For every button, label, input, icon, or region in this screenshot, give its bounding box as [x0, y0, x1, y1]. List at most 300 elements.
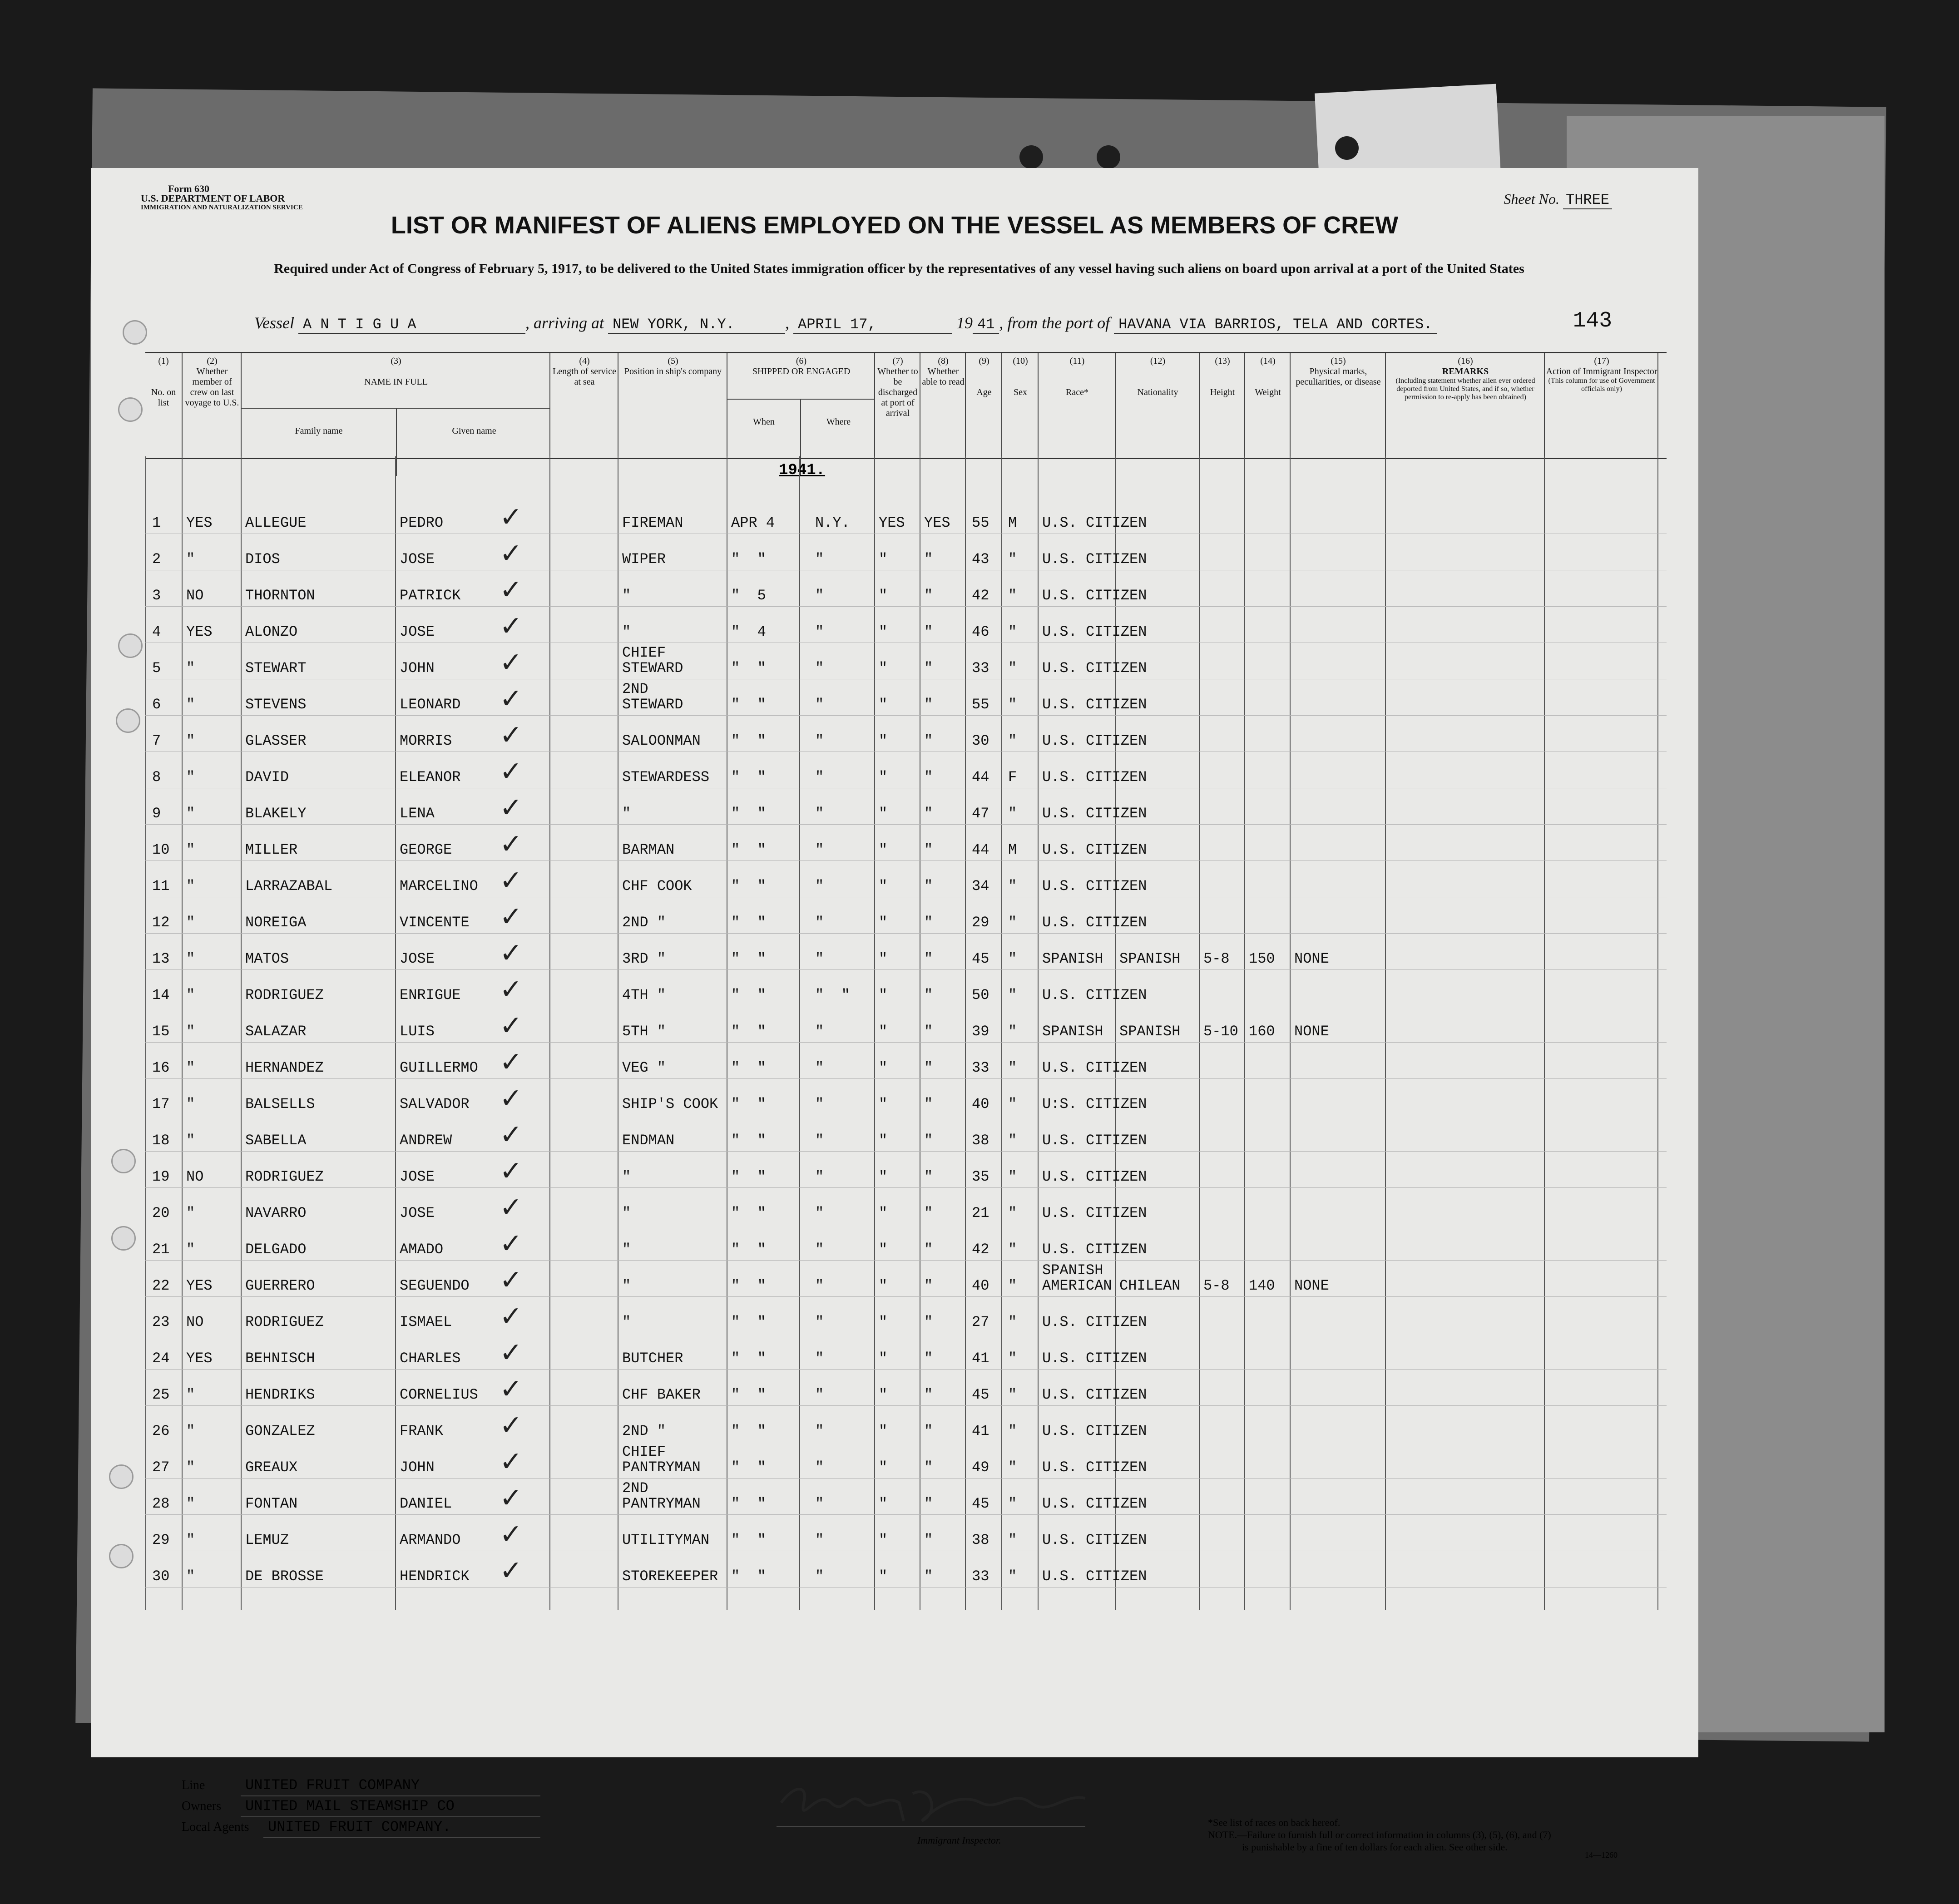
given-name-cell: ANDREW: [400, 1132, 452, 1149]
race-cell: U:S. CITIZEN: [1042, 1096, 1147, 1113]
row-number-cell: 30: [152, 1568, 170, 1585]
shipped-when-cell: " ": [731, 841, 766, 858]
shipped-when-cell: " ": [731, 1059, 766, 1076]
discharged-cell: ": [879, 805, 888, 822]
table-row: [145, 1187, 1667, 1224]
check-mark-icon: ✓: [500, 756, 523, 787]
given-name-cell: ELEANOR: [400, 769, 461, 786]
family-name-cell: BEHNISCH: [245, 1350, 315, 1367]
race-cell: SPANISH AMERICAN: [1042, 1262, 1112, 1294]
col-header-12: (12) Nationality: [1115, 353, 1200, 458]
sex-cell: ": [1008, 1350, 1017, 1367]
family-name-cell: BLAKELY: [245, 805, 307, 822]
given-name-cell: LUIS: [400, 1023, 435, 1040]
shipped-when-cell: " ": [731, 1132, 766, 1149]
age-cell: 30: [972, 732, 989, 749]
shipped-when-cell: " ": [731, 1568, 766, 1585]
family-name-cell: RODRIGUEZ: [245, 1314, 324, 1330]
discharged-cell: ": [879, 1568, 888, 1585]
col-header-17: (17) Action of Immigrant Inspector (This column for use of Government officials only): [1544, 353, 1658, 458]
row-number-cell: 26: [152, 1423, 170, 1439]
able-to-read-cell: ": [924, 623, 933, 640]
previous-voyage-cell: ": [186, 1205, 195, 1222]
col-header-14: (14) Weight: [1244, 353, 1291, 458]
check-mark-icon: ✓: [500, 974, 523, 1005]
family-name-cell: THORNTON: [245, 587, 315, 604]
check-mark-icon: ✓: [500, 1264, 523, 1296]
check-mark-icon: ✓: [500, 937, 523, 969]
age-cell: 45: [972, 1495, 989, 1512]
race-cell: U.S. CITIZEN: [1042, 841, 1147, 858]
shipped-when-cell: " 5: [731, 587, 766, 604]
family-name-cell: NAVARRO: [245, 1205, 307, 1222]
family-name-header: Family name: [295, 426, 343, 436]
position-cell: ": [622, 1314, 631, 1330]
discharged-cell: ": [879, 1386, 888, 1403]
sex-cell: ": [1008, 623, 1017, 640]
col-header-15: (15) Physical marks, peculiarities, or disease: [1290, 353, 1386, 458]
table-row: [145, 1296, 1667, 1333]
given-name-cell: CHARLES: [400, 1350, 461, 1367]
footer-fields: [182, 1775, 540, 1838]
race-cell: U.S. CITIZEN: [1042, 914, 1147, 931]
given-name-cell: LEONARD: [400, 696, 461, 713]
sheet-value: THREE: [1563, 192, 1612, 209]
table-row: [145, 1224, 1667, 1261]
age-cell: 41: [972, 1350, 989, 1367]
able-to-read-cell: ": [924, 914, 933, 931]
agents-label: Local Agents: [182, 1820, 249, 1834]
position-cell: ENDMAN: [622, 1132, 675, 1149]
family-name-cell: LEMUZ: [245, 1532, 289, 1548]
table-row: [145, 1042, 1667, 1079]
sex-cell: ": [1008, 1059, 1017, 1076]
sex-cell: ": [1008, 878, 1017, 895]
discharged-cell: ": [879, 1277, 888, 1294]
previous-voyage-cell: ": [186, 1023, 195, 1040]
table-row: [145, 497, 1667, 534]
discharged-cell: ": [879, 1350, 888, 1367]
weight-cell: 140: [1249, 1277, 1275, 1294]
position-cell: WIPER: [622, 551, 666, 568]
row-number-cell: 10: [152, 841, 170, 858]
family-name-cell: BALSELLS: [245, 1096, 315, 1113]
shipped-where-cell: ": [815, 1495, 824, 1512]
sex-cell: ": [1008, 1386, 1017, 1403]
row-number-cell: 8: [152, 769, 161, 786]
age-cell: 43: [972, 551, 989, 568]
table-row: [145, 606, 1667, 643]
form-header: [141, 184, 303, 213]
race-cell: U.S. CITIZEN: [1042, 1459, 1147, 1476]
family-name-cell: GREAUX: [245, 1459, 298, 1476]
age-cell: 50: [972, 987, 989, 1004]
binder-ring: [111, 1226, 136, 1251]
discharged-cell: ": [879, 1205, 888, 1222]
departure-port: HAVANA VIA BARRIOS, TELA AND CORTES.: [1114, 316, 1437, 334]
able-to-read-cell: ": [924, 841, 933, 858]
table-row: [145, 1442, 1667, 1479]
row-number-cell: 1: [152, 514, 161, 531]
position-cell: ": [622, 1168, 631, 1185]
previous-voyage-cell: YES: [186, 623, 213, 640]
col-header-11: (11) Race*: [1038, 353, 1116, 458]
previous-voyage-cell: ": [186, 841, 195, 858]
position-cell: CHF COOK: [622, 878, 692, 895]
col-header-1: (1) No. on list: [151, 356, 176, 408]
check-mark-icon: ✓: [500, 792, 523, 824]
age-cell: 46: [972, 623, 989, 640]
shipped-when-cell: " ": [731, 1459, 766, 1476]
race-cell: U.S. CITIZEN: [1042, 1168, 1147, 1185]
previous-voyage-cell: NO: [186, 1168, 204, 1185]
row-number-cell: 14: [152, 987, 170, 1004]
previous-voyage-cell: ": [186, 696, 195, 713]
discharged-cell: ": [879, 769, 888, 786]
nationality-cell: CHILEAN: [1119, 1277, 1181, 1294]
given-name-cell: JOHN: [400, 660, 435, 677]
row-number-cell: 22: [152, 1277, 170, 1294]
able-to-read-cell: ": [924, 805, 933, 822]
requirement-text: Required under Act of Congress of February 5, 1917, to be delivered to the United States immigration officer by the representatives of any vessel having such aliens on board upon arrival at a port of the United States: [274, 261, 1524, 276]
shipped-where-cell: ": [815, 587, 824, 604]
able-to-read-cell: ": [924, 1459, 933, 1476]
shipped-when-cell: " ": [731, 1423, 766, 1439]
row-number-cell: 21: [152, 1241, 170, 1258]
shipped-when-cell: " ": [731, 1205, 766, 1222]
sex-cell: ": [1008, 1023, 1017, 1040]
shipped-where-cell: ": [815, 1568, 824, 1585]
position-cell: SHIP'S COOK: [622, 1096, 718, 1113]
able-to-read-cell: ": [924, 1241, 933, 1258]
race-cell: U.S. CITIZEN: [1042, 1495, 1147, 1512]
given-name-cell: JOSE: [400, 950, 435, 967]
discharged-cell: ": [879, 987, 888, 1004]
service: IMMIGRATION AND NATURALIZATION SERVICE: [141, 204, 303, 211]
previous-voyage-cell: ": [186, 805, 195, 822]
race-cell: U.S. CITIZEN: [1042, 1314, 1147, 1330]
position-cell: 5TH ": [622, 1023, 666, 1040]
shipped-where-cell: " ": [815, 987, 850, 1004]
sex-cell: ": [1008, 587, 1017, 604]
check-mark-icon: ✓: [500, 1228, 523, 1260]
age-cell: 33: [972, 1059, 989, 1076]
check-mark-icon: ✓: [500, 1083, 523, 1114]
given-name-cell: SALVADOR: [400, 1096, 470, 1113]
previous-voyage-cell: ": [186, 1459, 195, 1476]
check-mark-icon: ✓: [500, 828, 523, 860]
binder-ring: [111, 1149, 136, 1173]
inspector-signature-block: [767, 1775, 1113, 1846]
row-number-cell: 17: [152, 1096, 170, 1113]
shipped-when-cell: " ": [731, 1350, 766, 1367]
sex-cell: ": [1008, 1132, 1017, 1149]
table-row: [145, 1514, 1667, 1551]
table-row: [145, 752, 1667, 788]
row-number-cell: 13: [152, 950, 170, 967]
sex-cell: F: [1008, 769, 1017, 786]
family-name-cell: LARRAZABAL: [245, 878, 333, 895]
family-name-cell: DIOS: [245, 551, 280, 568]
previous-voyage-cell: ": [186, 769, 195, 786]
table-row: [145, 1405, 1667, 1442]
age-cell: 44: [972, 841, 989, 858]
previous-voyage-cell: ": [186, 1568, 195, 1585]
shipped-when-cell: " ": [731, 987, 766, 1004]
check-mark-icon: ✓: [500, 1373, 523, 1405]
race-cell: U.S. CITIZEN: [1042, 623, 1147, 640]
shipped-where-cell: ": [815, 660, 824, 677]
shipped-where-cell: ": [815, 1277, 824, 1294]
discharged-cell: YES: [879, 514, 905, 531]
age-cell: 38: [972, 1532, 989, 1548]
race-cell: U.S. CITIZEN: [1042, 696, 1147, 713]
table-row: [145, 824, 1667, 861]
check-mark-icon: ✓: [500, 574, 523, 606]
sex-cell: ": [1008, 551, 1017, 568]
form-code: 14—1260: [1585, 1850, 1618, 1859]
race-cell: U.S. CITIZEN: [1042, 878, 1147, 895]
position-cell: 3RD ": [622, 950, 666, 967]
shipped-where-cell: ": [815, 950, 824, 967]
previous-voyage-cell: ": [186, 551, 195, 568]
family-name-cell: GLASSER: [245, 732, 307, 749]
given-name-cell: JOSE: [400, 1205, 435, 1222]
discharged-cell: ": [879, 623, 888, 640]
shipped-when-cell: " ": [731, 1495, 766, 1512]
race-cell: U.S. CITIZEN: [1042, 1386, 1147, 1403]
family-name-cell: FONTAN: [245, 1495, 298, 1512]
shipped-when-cell: APR 4: [731, 514, 775, 531]
vessel-label: Vessel: [254, 314, 294, 332]
table-row: [145, 1115, 1667, 1152]
check-mark-icon: ✓: [500, 1046, 523, 1078]
discharged-cell: ": [879, 878, 888, 895]
row-number-cell: 25: [152, 1386, 170, 1403]
sex-cell: ": [1008, 914, 1017, 931]
age-cell: 41: [972, 1423, 989, 1439]
physical-marks-cell: NONE: [1294, 1023, 1329, 1040]
physical-marks-cell: NONE: [1294, 950, 1329, 967]
discharged-cell: ": [879, 1096, 888, 1113]
footnote: [1208, 1816, 1551, 1853]
position-cell: ": [622, 805, 631, 822]
position-cell: ": [622, 1241, 631, 1258]
race-cell: U.S. CITIZEN: [1042, 769, 1147, 786]
row-number-cell: 7: [152, 732, 161, 749]
given-name-cell: AMADO: [400, 1241, 444, 1258]
sex-cell: M: [1008, 514, 1017, 531]
race-cell: U.S. CITIZEN: [1042, 732, 1147, 749]
previous-voyage-cell: ": [186, 1096, 195, 1113]
row-number-cell: 6: [152, 696, 161, 713]
shipped-when-cell: " ": [731, 878, 766, 895]
family-name-cell: STEVENS: [245, 696, 307, 713]
table-row: [145, 1260, 1667, 1297]
nationality-cell: SPANISH: [1119, 950, 1181, 967]
able-to-read-cell: ": [924, 1495, 933, 1512]
year-entry: 1941.: [779, 462, 826, 479]
row-number-cell: 2: [152, 551, 161, 568]
previous-voyage-cell: ": [186, 1241, 195, 1258]
discharged-cell: ": [879, 732, 888, 749]
shipped-where-cell: ": [815, 1132, 824, 1149]
age-cell: 33: [972, 660, 989, 677]
shipped-where-cell: ": [815, 551, 824, 568]
age-cell: 38: [972, 1132, 989, 1149]
table-row: [145, 969, 1667, 1006]
shipped-when-cell: " 4: [731, 623, 766, 640]
shipped-when-cell: " ": [731, 696, 766, 713]
position-cell: ": [622, 587, 631, 604]
race-cell: U.S. CITIZEN: [1042, 805, 1147, 822]
agents-value: UNITED FRUIT COMPANY.: [263, 1817, 540, 1838]
table-row: [145, 861, 1667, 897]
discharged-cell: ": [879, 1495, 888, 1512]
previous-voyage-cell: ": [186, 914, 195, 931]
table-header: [145, 352, 1667, 459]
row-number-cell: 29: [152, 1532, 170, 1548]
race-cell: U.S. CITIZEN: [1042, 514, 1147, 531]
able-to-read-cell: ": [924, 1532, 933, 1548]
binder-ring: [118, 397, 143, 422]
row-number-cell: 27: [152, 1459, 170, 1476]
given-name-cell: MARCELINO: [400, 878, 478, 895]
race-cell: U.S. CITIZEN: [1042, 1423, 1147, 1439]
able-to-read-cell: ": [924, 1350, 933, 1367]
family-name-cell: DE BROSSE: [245, 1568, 324, 1585]
row-number-cell: 15: [152, 1023, 170, 1040]
able-to-read-cell: ": [924, 1096, 933, 1113]
line-label: Line: [182, 1778, 205, 1792]
binder-ring: [109, 1464, 134, 1489]
shipped-where-cell: ": [815, 1168, 824, 1185]
position-cell: STEWARDESS: [622, 769, 710, 786]
able-to-read-cell: ": [924, 1059, 933, 1076]
year-suffix: 41: [973, 316, 999, 334]
age-cell: 55: [972, 514, 989, 531]
race-cell: U.S. CITIZEN: [1042, 1205, 1147, 1222]
nationality-cell: SPANISH: [1119, 1023, 1181, 1040]
shipped-when-cell: " ": [731, 1314, 766, 1330]
binder-ring: [116, 708, 140, 733]
able-to-read-cell: ": [924, 987, 933, 1004]
sex-cell: M: [1008, 841, 1017, 858]
footnote-line: is punishable by a fine of ten dollars for each alien. See other side.: [1242, 1841, 1508, 1853]
previous-voyage-cell: ": [186, 950, 195, 967]
shipped-when-cell: " ": [731, 1386, 766, 1403]
weight-cell: 160: [1249, 1023, 1275, 1040]
table-row: [145, 1333, 1667, 1370]
position-cell: CHIEF PANTRYMAN: [622, 1444, 701, 1476]
able-to-read-cell: ": [924, 587, 933, 604]
position-cell: STOREKEEPER: [622, 1568, 718, 1585]
family-name-cell: STEWART: [245, 660, 307, 677]
family-name-cell: DAVID: [245, 769, 289, 786]
family-name-cell: MATOS: [245, 950, 289, 967]
discharged-cell: ": [879, 1459, 888, 1476]
shipped-where-cell: ": [815, 805, 824, 822]
arrival-port: NEW YORK, N.Y.: [608, 316, 785, 334]
row-number-cell: 5: [152, 660, 161, 677]
sex-cell: ": [1008, 987, 1017, 1004]
height-cell: 5-8: [1203, 950, 1230, 967]
row-number-cell: 3: [152, 587, 161, 604]
row-number-cell: 18: [152, 1132, 170, 1149]
discharged-cell: ": [879, 1168, 888, 1185]
able-to-read-cell: ": [924, 878, 933, 895]
table-row: [145, 1551, 1667, 1587]
position-cell: CHIEF STEWARD: [622, 644, 683, 677]
shipped-when-cell: " ": [731, 1532, 766, 1548]
given-name-cell: ARMANDO: [400, 1532, 461, 1548]
discharged-cell: ": [879, 696, 888, 713]
table-row: [145, 788, 1667, 825]
able-to-read-cell: ": [924, 1314, 933, 1330]
shipped-when-cell: " ": [731, 805, 766, 822]
given-name-cell: GUILLERMO: [400, 1059, 478, 1076]
table-row: [145, 715, 1667, 752]
shipped-where-cell: ": [815, 1314, 824, 1330]
shipped-where-cell: ": [815, 1350, 824, 1367]
given-name-cell: HENDRICK: [400, 1568, 470, 1585]
row-number-cell: 23: [152, 1314, 170, 1330]
shipped-where-cell: ": [815, 732, 824, 749]
check-mark-icon: ✓: [500, 1301, 523, 1332]
row-number-cell: 12: [152, 914, 170, 931]
discharged-cell: ": [879, 914, 888, 931]
row-number-cell: 4: [152, 623, 161, 640]
given-name-cell: GEORGE: [400, 841, 452, 858]
when-header: When: [753, 417, 775, 427]
given-name-cell: ENRIGUE: [400, 987, 461, 1004]
table-row: [145, 897, 1667, 934]
sex-cell: ": [1008, 1314, 1017, 1330]
physical-marks-cell: NONE: [1294, 1277, 1329, 1294]
position-cell: FIREMAN: [622, 514, 683, 531]
discharged-cell: ": [879, 1023, 888, 1040]
previous-voyage-cell: ": [186, 1059, 195, 1076]
age-cell: 34: [972, 878, 989, 895]
sex-cell: ": [1008, 1168, 1017, 1185]
check-mark-icon: ✓: [500, 719, 523, 751]
check-mark-icon: ✓: [500, 501, 523, 533]
owners-value: UNITED MAIL STEAMSHIP CO: [241, 1796, 540, 1817]
given-name-cell: MORRIS: [400, 732, 452, 749]
able-to-read-cell: ": [924, 1386, 933, 1403]
inspector-signature: [767, 1775, 1113, 1839]
check-mark-icon: ✓: [500, 1155, 523, 1187]
sex-cell: ": [1008, 660, 1017, 677]
weight-cell: 150: [1249, 950, 1275, 967]
position-cell: 2ND STEWARD: [622, 681, 683, 713]
sex-cell: ": [1008, 1205, 1017, 1222]
family-name-cell: SABELLA: [245, 1132, 307, 1149]
discharged-cell: ": [879, 660, 888, 677]
discharged-cell: ": [879, 551, 888, 568]
position-cell: SALOONMAN: [622, 732, 701, 749]
able-to-read-cell: ": [924, 1023, 933, 1040]
col-header-2: (2) Whether member of crew on last voyage to U.S.: [182, 353, 242, 458]
sex-cell: ": [1008, 1495, 1017, 1512]
discharged-cell: ": [879, 1423, 888, 1439]
given-name-cell: JOSE: [400, 623, 435, 640]
family-name-cell: RODRIGUEZ: [245, 987, 324, 1004]
race-cell: U.S. CITIZEN: [1042, 1532, 1147, 1548]
col-header-9: (9) Age: [965, 353, 1002, 458]
table-row: [145, 570, 1667, 607]
given-name-cell: SEGUENDO: [400, 1277, 470, 1294]
